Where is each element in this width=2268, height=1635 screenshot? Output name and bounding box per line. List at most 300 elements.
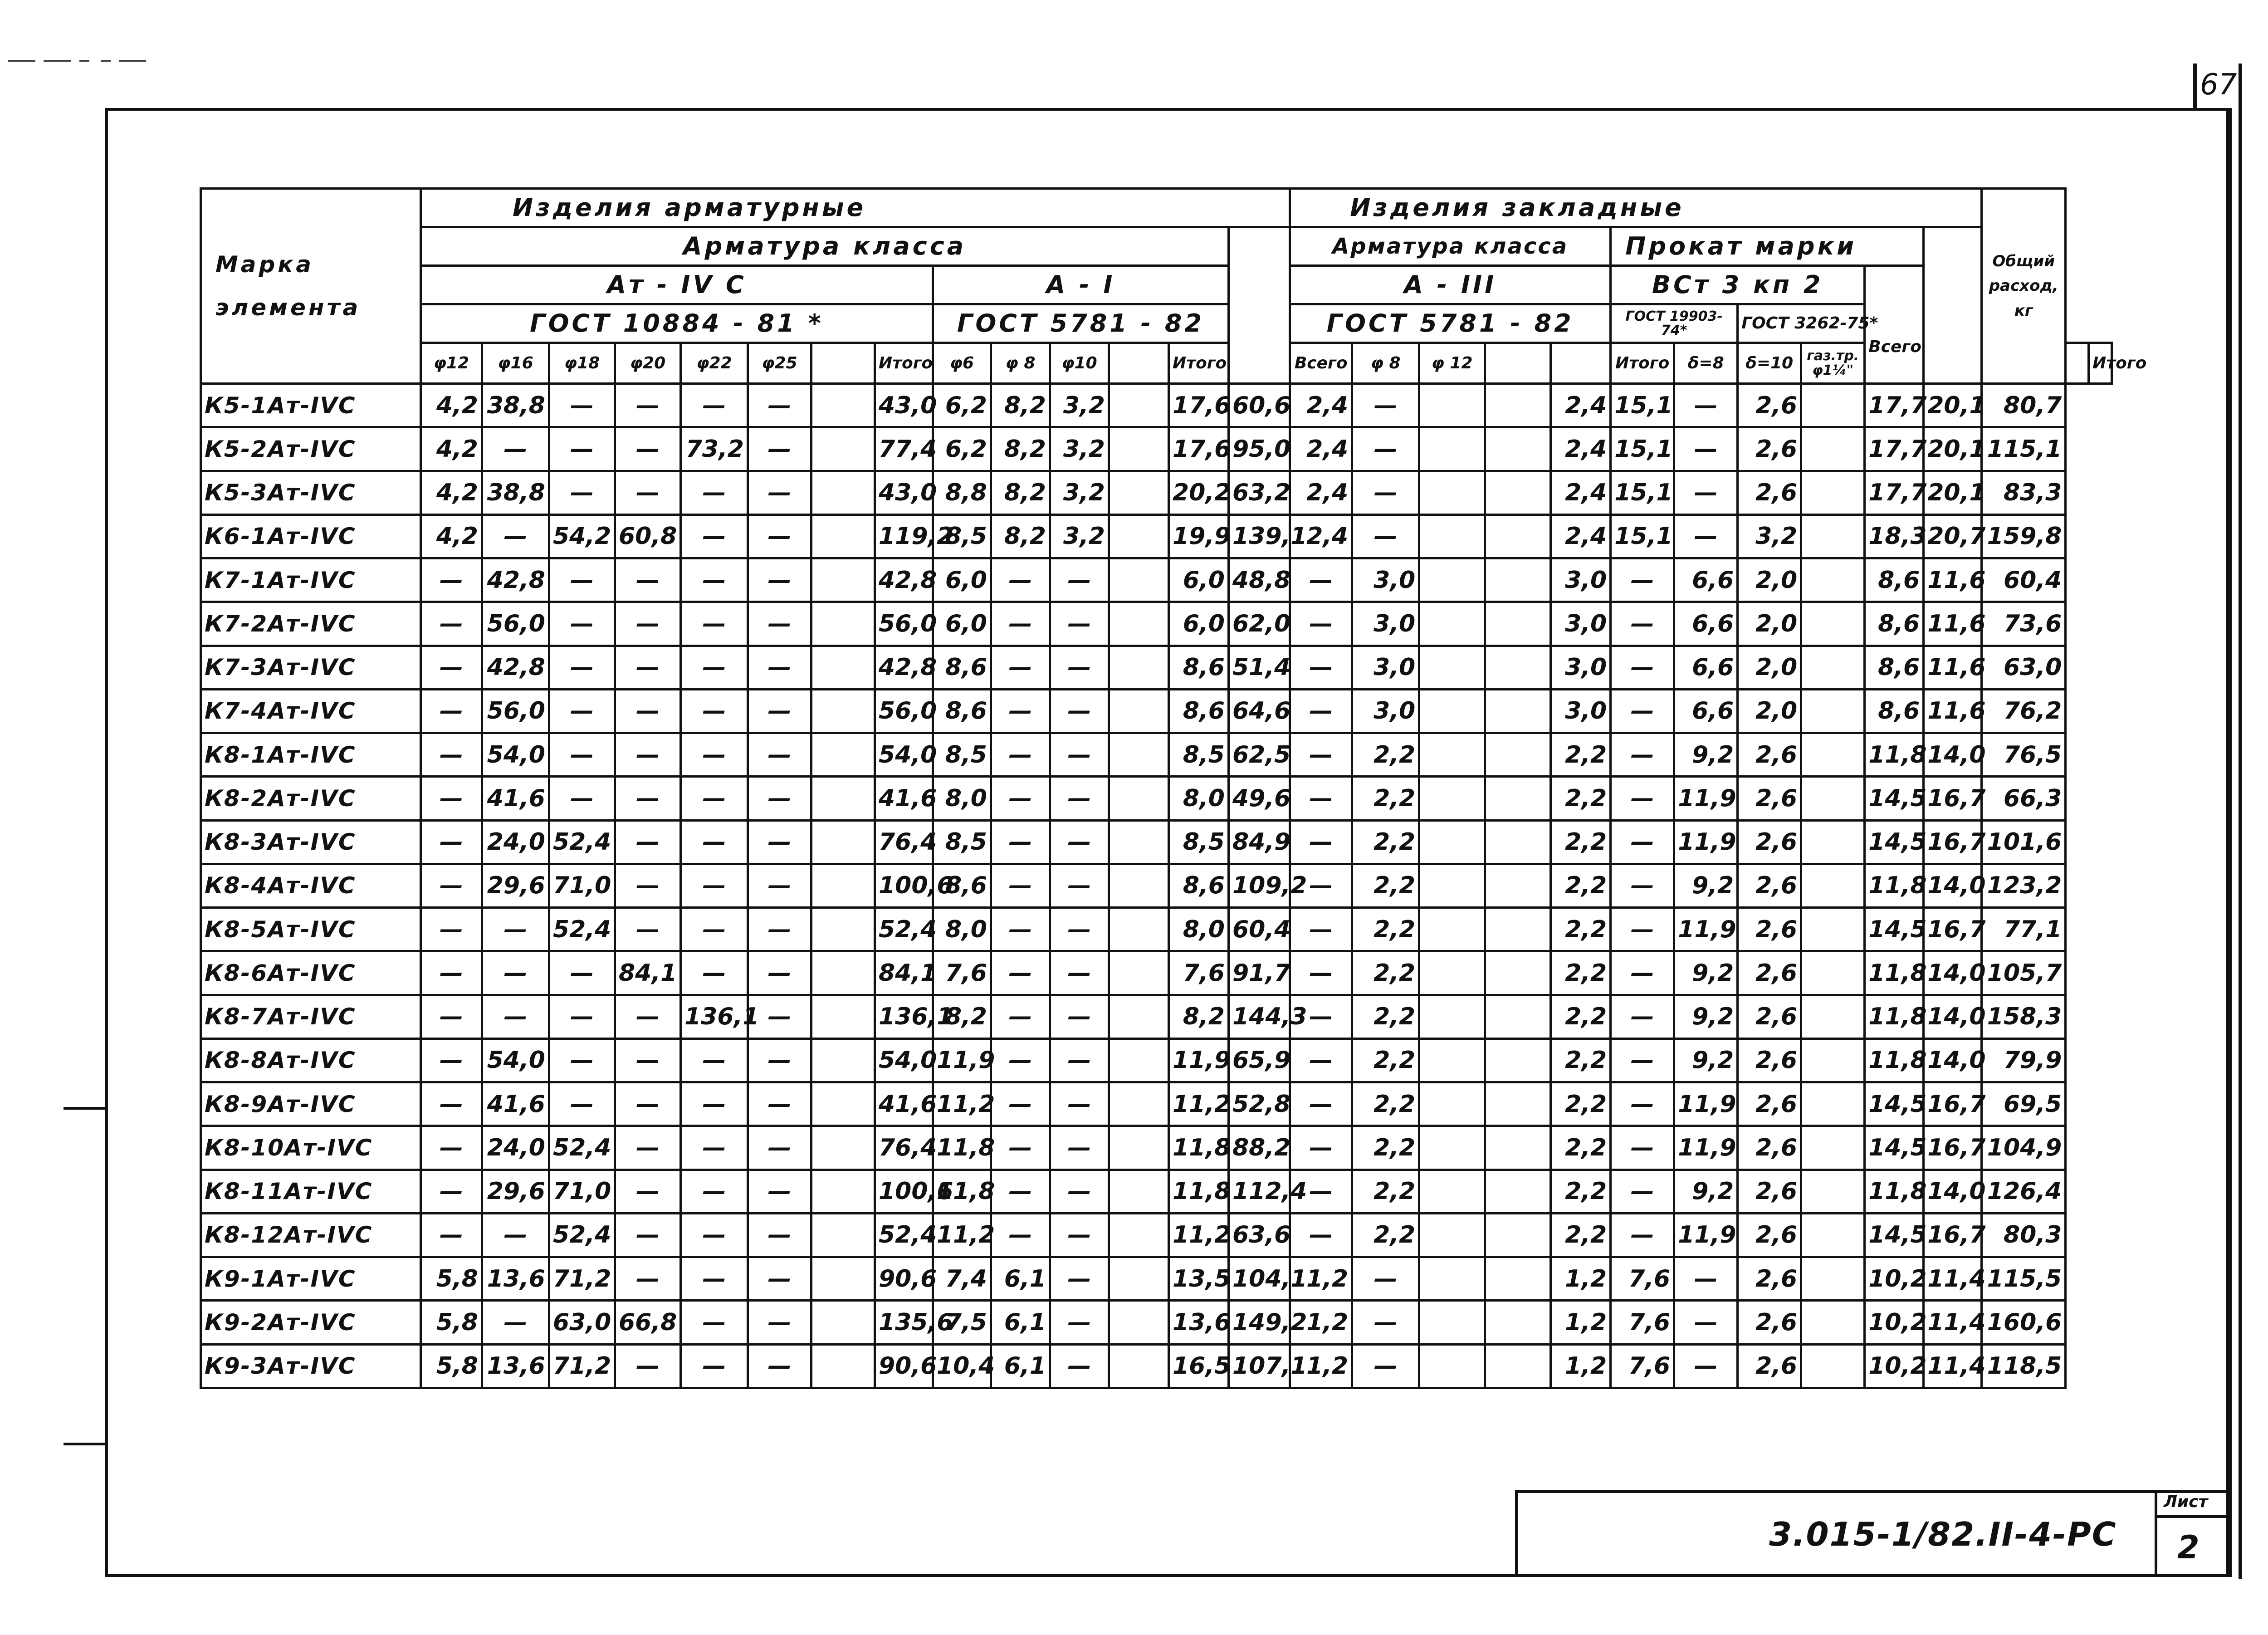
table-cell <box>1419 951 1485 995</box>
table-row <box>201 558 2112 602</box>
table-cell: — <box>1290 951 1352 995</box>
table-cell: 2,2 <box>1352 777 1419 820</box>
table-cell: 17,6 <box>1169 384 1229 427</box>
table-cell: 84,1 <box>615 951 681 995</box>
table-cell <box>1485 427 1551 471</box>
table-cell: — <box>549 733 615 777</box>
table-cell <box>811 689 875 733</box>
table-cell: 2,2 <box>1551 733 1611 777</box>
table-cell: 2,0 <box>1738 602 1801 646</box>
table-row <box>201 995 2112 1038</box>
table-cell: 2,6 <box>1738 1344 1801 1388</box>
table-cell <box>1801 602 1865 646</box>
table-cell <box>1485 951 1551 995</box>
table-cell: 16,7 <box>1924 777 1982 820</box>
table-cell: — <box>421 602 482 646</box>
table-cell: — <box>421 864 482 907</box>
table-cell: 56,0 <box>482 602 549 646</box>
table-cell: — <box>681 864 748 907</box>
sheet-label: Лист <box>2164 1493 2208 1511</box>
table-cell: — <box>681 558 748 602</box>
table-cell <box>1485 1213 1551 1257</box>
table-cell: 6,0 <box>933 602 991 646</box>
table-cell: 2,2 <box>1352 995 1419 1038</box>
table-cell: 52,4 <box>549 1126 615 1170</box>
table-cell <box>1801 951 1865 995</box>
table-cell: 8,2 <box>933 995 991 1038</box>
table-cell: 11,8 <box>1169 1126 1229 1170</box>
table-cell <box>1109 995 1169 1038</box>
table-cell: — <box>549 995 615 1038</box>
table-cell: 109,2 <box>1229 864 1290 907</box>
table-cell: 105,7 <box>1982 951 2066 995</box>
table-cell: 4,2 <box>421 384 482 427</box>
table-cell: 43,0 <box>875 471 933 514</box>
frame-outer-edge <box>2239 64 2242 1579</box>
table-cell: 2,6 <box>1738 995 1801 1038</box>
subheader-d16: φ16 <box>482 343 549 384</box>
table-cell: — <box>1611 1170 1674 1213</box>
table-cell: 16,7 <box>1924 908 1982 951</box>
table-cell: — <box>681 1213 748 1257</box>
table-cell: 8,8 <box>933 471 991 514</box>
table-cell: 2,2 <box>1551 820 1611 864</box>
table-cell: 80,3 <box>1982 1213 2066 1257</box>
element-mark: К8-3Ат-IVС <box>201 820 421 864</box>
binding-tick <box>64 1443 107 1445</box>
table-cell <box>1419 1213 1485 1257</box>
table-cell: — <box>1611 951 1674 995</box>
table-cell: 149,2 <box>1229 1301 1290 1344</box>
table-cell: 100,6 <box>875 864 933 907</box>
table-cell: 2,2 <box>1551 1126 1611 1170</box>
table-cell: 76,4 <box>875 820 933 864</box>
table-cell: 14,5 <box>1865 908 1924 951</box>
table-cell: 20,1 <box>1924 471 1982 514</box>
table-cell: 144,3 <box>1229 995 1290 1038</box>
table-cell: — <box>1674 1257 1738 1301</box>
table-cell: — <box>1674 514 1738 558</box>
table-cell: 76,5 <box>1982 733 2066 777</box>
table-cell: 8,6 <box>933 689 991 733</box>
table-cell: — <box>549 602 615 646</box>
table-cell: 9,2 <box>1674 1038 1738 1082</box>
table-cell: 8,6 <box>933 864 991 907</box>
table-row <box>201 1213 2112 1257</box>
table-cell <box>1109 820 1169 864</box>
table-cell: 4,2 <box>421 471 482 514</box>
table-cell: — <box>1290 777 1352 820</box>
table-cell: — <box>615 558 681 602</box>
table-cell: — <box>421 995 482 1038</box>
table-cell <box>1485 1038 1551 1082</box>
table-cell: 8,0 <box>1169 777 1229 820</box>
table-cell: 42,8 <box>482 646 549 689</box>
table-cell <box>1109 384 1169 427</box>
table-cell: 54,2 <box>549 514 615 558</box>
subheader-itogo: Итого <box>1169 343 1229 384</box>
table-cell: — <box>748 1126 811 1170</box>
table-cell <box>1485 733 1551 777</box>
table-cell: — <box>1290 820 1352 864</box>
table-cell: 9,2 <box>1674 733 1738 777</box>
table-cell: 52,4 <box>875 908 933 951</box>
table-cell: — <box>748 471 811 514</box>
table-cell <box>1485 864 1551 907</box>
table-cell: 62,0 <box>1229 602 1290 646</box>
table-cell: 11,9 <box>1169 1038 1229 1082</box>
table-cell: 6,2 <box>933 427 991 471</box>
table-cell: — <box>421 1038 482 1082</box>
table-cell: 6,0 <box>933 558 991 602</box>
table-cell <box>1419 1170 1485 1213</box>
subheader-embedded-d12: φ 12 <box>1419 343 1485 384</box>
table-cell: 2,2 <box>1551 777 1611 820</box>
table-cell: 10,2 <box>1865 1257 1924 1301</box>
table-cell: — <box>549 384 615 427</box>
table-cell: — <box>748 602 811 646</box>
table-cell: 2,6 <box>1738 1038 1801 1082</box>
table-cell: 2,2 <box>1551 1082 1611 1126</box>
table-cell: — <box>615 471 681 514</box>
table-cell: — <box>421 1082 482 1126</box>
table-cell: 52,4 <box>549 820 615 864</box>
table-cell: 6,1 <box>991 1301 1050 1344</box>
table-row <box>201 1170 2112 1213</box>
table-cell: 2,2 <box>1551 1213 1611 1257</box>
table-cell: — <box>991 820 1050 864</box>
table-cell: — <box>681 646 748 689</box>
table-cell: 6,0 <box>1169 558 1229 602</box>
margin-mark <box>79 60 89 62</box>
table-row <box>201 646 2112 689</box>
table-cell <box>1419 602 1485 646</box>
margin-mark <box>101 60 111 62</box>
table-cell: — <box>748 864 811 907</box>
table-cell <box>811 514 875 558</box>
table-cell: 56,0 <box>482 689 549 733</box>
table-cell: 11,9 <box>1674 1082 1738 1126</box>
table-row <box>201 602 2112 646</box>
table-cell: — <box>1290 646 1352 689</box>
table-cell: — <box>549 427 615 471</box>
table-cell: 60,8 <box>615 514 681 558</box>
table-cell: 83,3 <box>1982 471 2066 514</box>
subheader-blank <box>1551 343 1611 384</box>
table-cell <box>1109 951 1169 995</box>
table-cell: — <box>482 427 549 471</box>
table-cell: 77,4 <box>875 427 933 471</box>
table-cell: 29,6 <box>482 1170 549 1213</box>
subheader-d18: φ18 <box>549 343 615 384</box>
table-cell: 10,4 <box>933 1344 991 1388</box>
table-cell: 3,2 <box>1050 427 1109 471</box>
element-mark: К7-4Ат-IVС <box>201 689 421 733</box>
table-cell: — <box>1611 646 1674 689</box>
table-cell: 11,6 <box>1924 646 1982 689</box>
table-cell: — <box>549 1038 615 1082</box>
table-cell: 6,0 <box>1169 602 1229 646</box>
table-cell: — <box>1352 1344 1419 1388</box>
table-cell: — <box>1050 1126 1109 1170</box>
page-number: 67 <box>2200 68 2237 102</box>
table-cell: 8,0 <box>933 908 991 951</box>
table-cell: — <box>1352 427 1419 471</box>
header-class-at4: Ат - IV С <box>421 266 933 304</box>
table-cell: — <box>1290 864 1352 907</box>
table-cell: 11,9 <box>933 1038 991 1082</box>
table-cell: — <box>1611 995 1674 1038</box>
table-cell: — <box>991 951 1050 995</box>
table-cell <box>1801 471 1865 514</box>
table-cell: 2,6 <box>1738 777 1801 820</box>
subheader-blank <box>2066 343 2089 384</box>
table-cell: 2,2 <box>1551 1170 1611 1213</box>
table-cell: 16,7 <box>1924 1126 1982 1170</box>
table-cell: — <box>991 1170 1050 1213</box>
header-gost-a1: ГОСТ 5781 - 82 <box>933 304 1229 343</box>
table-cell: — <box>991 689 1050 733</box>
table-cell: 8,6 <box>1169 864 1229 907</box>
table-cell: — <box>1050 646 1109 689</box>
table-cell: 159,8 <box>1982 514 2066 558</box>
table-cell: — <box>681 471 748 514</box>
table-cell: 3,0 <box>1551 602 1611 646</box>
table-cell: — <box>549 689 615 733</box>
table-cell: — <box>1050 558 1109 602</box>
table-cell: — <box>1050 1213 1109 1257</box>
table-cell: 60,4 <box>1229 908 1290 951</box>
table-cell <box>1109 1257 1169 1301</box>
table-cell: 6,2 <box>933 384 991 427</box>
table-cell: 11,2 <box>1169 1213 1229 1257</box>
table-cell: 63,6 <box>1229 1213 1290 1257</box>
table-cell: — <box>748 1257 811 1301</box>
table-cell: 2,6 <box>1738 1257 1801 1301</box>
table-row <box>201 471 2112 514</box>
table-cell <box>811 1257 875 1301</box>
table-cell: 43,0 <box>875 384 933 427</box>
table-cell: 2,6 <box>1738 1213 1801 1257</box>
table-cell: 16,7 <box>1924 820 1982 864</box>
table-cell: — <box>615 1126 681 1170</box>
table-cell: — <box>421 777 482 820</box>
table-cell: — <box>991 1213 1050 1257</box>
table-cell: 2,2 <box>1352 1038 1419 1082</box>
table-cell: — <box>1050 777 1109 820</box>
table-cell: 8,5 <box>933 820 991 864</box>
table-cell: 64,6 <box>1229 689 1290 733</box>
table-cell: 11,9 <box>1674 820 1738 864</box>
table-cell: 13,6 <box>482 1344 549 1388</box>
table-cell: — <box>482 1213 549 1257</box>
table-cell: — <box>615 864 681 907</box>
element-mark: К7-3Ат-IVС <box>201 646 421 689</box>
table-cell: 2,2 <box>1352 733 1419 777</box>
table-cell: — <box>1050 1257 1109 1301</box>
table-cell: 101,6 <box>1982 820 2066 864</box>
table-cell: 2,2 <box>1352 1082 1419 1126</box>
table-cell: 160,6 <box>1982 1301 2066 1344</box>
table-cell <box>1485 514 1551 558</box>
table-cell <box>1109 1301 1169 1344</box>
table-cell: — <box>991 602 1050 646</box>
table-cell <box>811 1213 875 1257</box>
table-cell: — <box>681 951 748 995</box>
table-cell: — <box>1050 1301 1109 1344</box>
table-cell: — <box>748 733 811 777</box>
header-steel-grade: ВСт 3 кп 2 <box>1611 266 1865 304</box>
table-cell: 66,3 <box>1982 777 2066 820</box>
table-cell: 11,8 <box>1169 1170 1229 1213</box>
table-cell <box>1485 471 1551 514</box>
table-cell: 11,8 <box>933 1170 991 1213</box>
table-cell: — <box>748 689 811 733</box>
table-cell: 20,1 <box>1924 427 1982 471</box>
table-cell: 2,6 <box>1738 1082 1801 1126</box>
header-class-a1: А - I <box>933 266 1229 304</box>
table-cell: — <box>991 646 1050 689</box>
table-cell: 71,2 <box>549 1344 615 1388</box>
table-cell: — <box>615 646 681 689</box>
table-cell: — <box>421 646 482 689</box>
table-cell: 38,8 <box>482 471 549 514</box>
table-cell: — <box>1611 1082 1674 1126</box>
table-cell: 11,4 <box>1924 1257 1982 1301</box>
table-cell: 48,8 <box>1229 558 1290 602</box>
table-cell: 2,4 <box>1290 471 1352 514</box>
table-cell <box>1419 1038 1485 1082</box>
table-cell: 2,6 <box>1738 820 1801 864</box>
table-cell: — <box>1050 1082 1109 1126</box>
table-row <box>201 1082 2112 1126</box>
table-cell: — <box>748 777 811 820</box>
table-cell: — <box>1290 995 1352 1038</box>
table-cell: 2,6 <box>1738 427 1801 471</box>
table-cell: 16,5 <box>1169 1344 1229 1388</box>
table-cell: — <box>991 558 1050 602</box>
table-cell: 14,0 <box>1924 733 1982 777</box>
table-cell: — <box>1352 471 1419 514</box>
subheader-total-all: Всего <box>1290 343 1352 384</box>
table-cell <box>1801 733 1865 777</box>
table-cell: — <box>615 427 681 471</box>
table-cell: 8,5 <box>933 514 991 558</box>
table-cell: 7,6 <box>1611 1257 1674 1301</box>
element-mark: К8-7Ат-IVС <box>201 995 421 1038</box>
table-cell: 14,0 <box>1924 864 1982 907</box>
table-cell <box>1801 514 1865 558</box>
table-cell: 8,2 <box>991 427 1050 471</box>
table-cell: — <box>991 995 1050 1038</box>
table-cell: — <box>1674 384 1738 427</box>
table-row <box>201 1301 2112 1344</box>
table-row <box>201 514 2112 558</box>
table-cell <box>1485 908 1551 951</box>
table-cell: — <box>482 951 549 995</box>
margin-mark <box>44 60 71 62</box>
table-cell: 14,0 <box>1924 1038 1982 1082</box>
table-cell <box>1419 558 1485 602</box>
table-cell: — <box>1290 602 1352 646</box>
table-cell: — <box>615 602 681 646</box>
table-cell <box>1419 427 1485 471</box>
table-cell: 20,2 <box>1169 471 1229 514</box>
element-mark: К7-2Ат-IVС <box>201 602 421 646</box>
table-cell: 104,9 <box>1982 1126 2066 1170</box>
table-cell: 6,6 <box>1674 689 1738 733</box>
table-cell: — <box>681 1170 748 1213</box>
table-cell: 8,2 <box>1169 995 1229 1038</box>
table-cell: 14,5 <box>1865 820 1924 864</box>
table-cell: 9,2 <box>1674 951 1738 995</box>
table-cell: 54,0 <box>482 733 549 777</box>
binding-tick <box>64 1107 107 1110</box>
element-mark: К8-11Ат-IVС <box>201 1170 421 1213</box>
table-cell: — <box>991 1126 1050 1170</box>
subheader-d22: φ22 <box>681 343 748 384</box>
table-cell: — <box>421 1126 482 1170</box>
table-row <box>201 427 2112 471</box>
table-cell: 1,2 <box>1551 1301 1611 1344</box>
table-cell: 1,2 <box>1551 1344 1611 1388</box>
table-cell: 11,2 <box>1169 1082 1229 1126</box>
table-cell: 3,2 <box>1050 514 1109 558</box>
table-cell <box>1419 384 1485 427</box>
table-cell: 56,0 <box>875 689 933 733</box>
table-cell: — <box>615 1213 681 1257</box>
table-cell: 52,4 <box>549 1213 615 1257</box>
table-row <box>201 1344 2112 1388</box>
table-cell: — <box>681 820 748 864</box>
table-cell <box>1109 1170 1169 1213</box>
table-cell: — <box>748 1213 811 1257</box>
element-mark: К8-1Ат-IVС <box>201 733 421 777</box>
table-cell: 24,0 <box>482 820 549 864</box>
table-cell: 79,9 <box>1982 1038 2066 1082</box>
table-cell: 2,4 <box>1290 384 1352 427</box>
table-cell: 135,6 <box>875 1301 933 1344</box>
table-cell: 2,4 <box>1551 384 1611 427</box>
table-cell: — <box>1050 864 1109 907</box>
table-cell: 2,2 <box>1352 951 1419 995</box>
table-cell <box>1109 777 1169 820</box>
table-cell: — <box>1674 1344 1738 1388</box>
table-cell: 158,3 <box>1982 995 2066 1038</box>
table-cell: — <box>1290 733 1352 777</box>
table-cell <box>1801 1344 1865 1388</box>
table-cell: 14,0 <box>1924 995 1982 1038</box>
empty-cell <box>1229 227 1290 384</box>
table-cell: 54,0 <box>875 733 933 777</box>
table-cell: — <box>482 1301 549 1344</box>
table-cell: — <box>1290 1126 1352 1170</box>
specification-table <box>200 187 2147 1389</box>
table-cell: 8,6 <box>1865 646 1924 689</box>
table-cell <box>1109 558 1169 602</box>
table-cell: — <box>482 995 549 1038</box>
table-cell: — <box>681 602 748 646</box>
table-cell: 17,6 <box>1169 427 1229 471</box>
table-cell <box>1109 1082 1169 1126</box>
table-cell: 8,2 <box>991 384 1050 427</box>
table-cell: — <box>748 1038 811 1082</box>
table-cell: 8,6 <box>933 646 991 689</box>
subheader-d6: φ6 <box>933 343 991 384</box>
table-cell: — <box>1352 1301 1419 1344</box>
header-class-a3: А - III <box>1290 266 1611 304</box>
table-row <box>201 733 2112 777</box>
